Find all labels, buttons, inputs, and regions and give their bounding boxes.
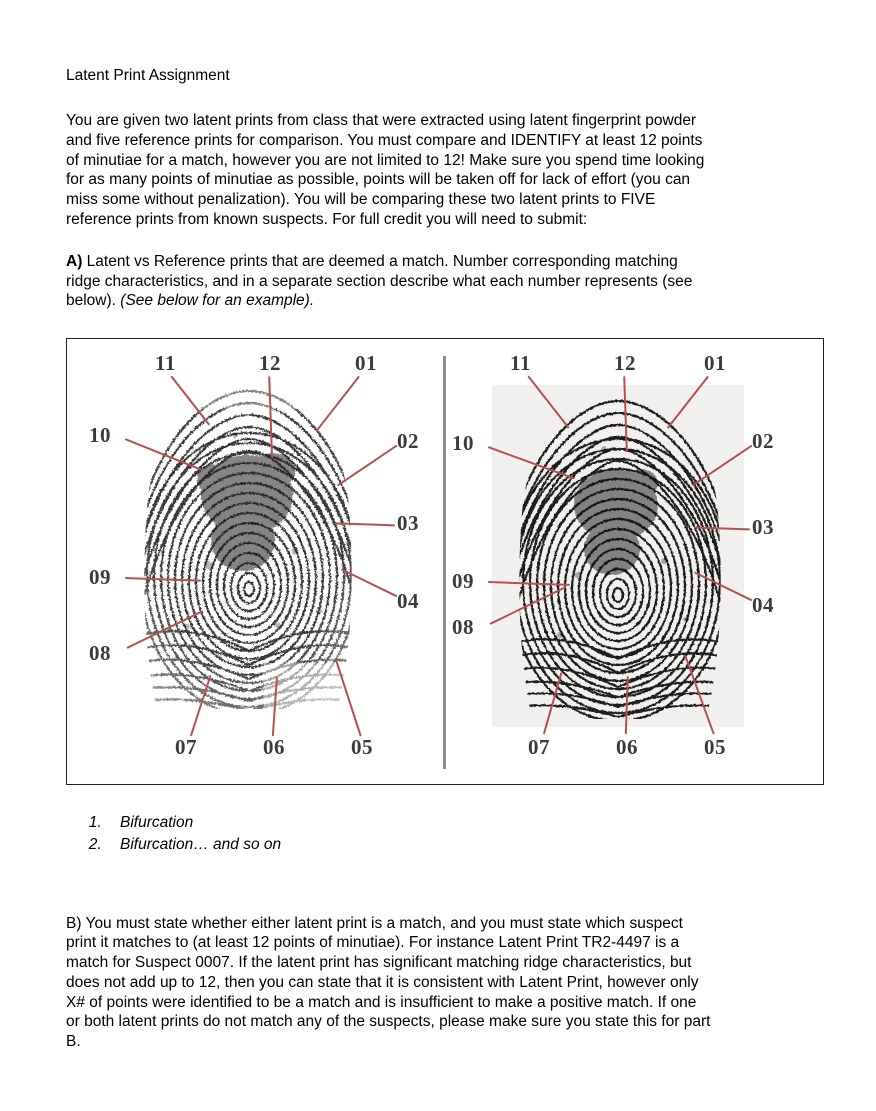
list-item: 1. Bifurcation <box>106 812 281 834</box>
minutiae-label-09: 09 <box>89 565 111 589</box>
intro-paragraph: You are given two latent prints from class that were extracted using latent fingerprint powder and five reference prints for comparison. You must compare and IDENTIFY at least 12 points of minutiae for a match, however you are not limited to 12! Make sure you spend time looking for as many points of minutiae as possible, points will be taken off for lack of effort (you can miss some without penalization). You will be comparing these two latent prints to FIVE reference prints from known suspects. For full credit you will need to submit: <box>66 112 705 228</box>
fingerprint-comparison-figure <box>66 338 824 785</box>
minutiae-label-10: 10 <box>452 431 474 455</box>
minutiae-label-11: 11 <box>510 351 531 375</box>
minutiae-label-10: 10 <box>89 423 111 447</box>
minutiae-label-06: 06 <box>263 735 285 759</box>
minutiae-label-02: 02 <box>752 429 774 453</box>
minutiae-label-06: 06 <box>616 735 638 759</box>
reference-fingerprint-image <box>494 379 744 729</box>
minutiae-label-01: 01 <box>704 351 726 375</box>
part-a-marker: A) <box>66 252 83 270</box>
list-item: 2. Bifurcation… and so on <box>106 834 281 856</box>
minutiae-label-04: 04 <box>752 593 774 617</box>
latent-fingerprint-image <box>123 375 373 725</box>
part-b-paragraph: B) You must state whether either latent print is a match, and you must state which suspect print it matches to (at least 12 points of minutiae). For instance Latent Print TR2-4497 is a match for Suspect 0007. If the latent print has significant matching ridge characteristics, but does not add up to 12, then you can state that it is consistent with Latent Print, however only X# of points were identified to be a match and is insufficient to make a positive match. If one or both latent prints do not match any of the suspects, please make sure you state this for part B. <box>66 914 711 1051</box>
minutiae-label-12: 12 <box>259 351 281 375</box>
minutiae-label-07: 07 <box>175 735 197 759</box>
latent-print-panel <box>67 339 443 784</box>
minutiae-label-02: 02 <box>397 429 419 453</box>
document-body <box>66 66 766 333</box>
minutiae-label-03: 03 <box>397 511 419 535</box>
page-title: Latent Print Assignment <box>66 67 230 84</box>
reference-print-panel <box>446 339 822 784</box>
minutiae-label-03: 03 <box>752 515 774 539</box>
minutiae-label-07: 07 <box>528 735 550 759</box>
part-a-paragraph <box>66 252 711 311</box>
minutiae-label-08: 08 <box>89 641 111 665</box>
minutiae-label-08: 08 <box>452 615 474 639</box>
minutiae-label-05: 05 <box>704 735 726 759</box>
minutiae-description-list <box>66 812 281 856</box>
minutiae-label-04: 04 <box>397 589 419 613</box>
part-a-text: Latent vs Reference prints that are deemed a match. Number corresponding matching ridge characteristics, and in a separate section describe what each number represents (see below). <box>66 252 693 310</box>
minutiae-label-01: 01 <box>355 351 377 375</box>
minutiae-label-11: 11 <box>155 351 176 375</box>
minutiae-label-12: 12 <box>614 351 636 375</box>
part-a-italic-note: (See below for an example). <box>120 292 315 310</box>
minutiae-label-05: 05 <box>351 735 373 759</box>
minutiae-label-09: 09 <box>452 569 474 593</box>
